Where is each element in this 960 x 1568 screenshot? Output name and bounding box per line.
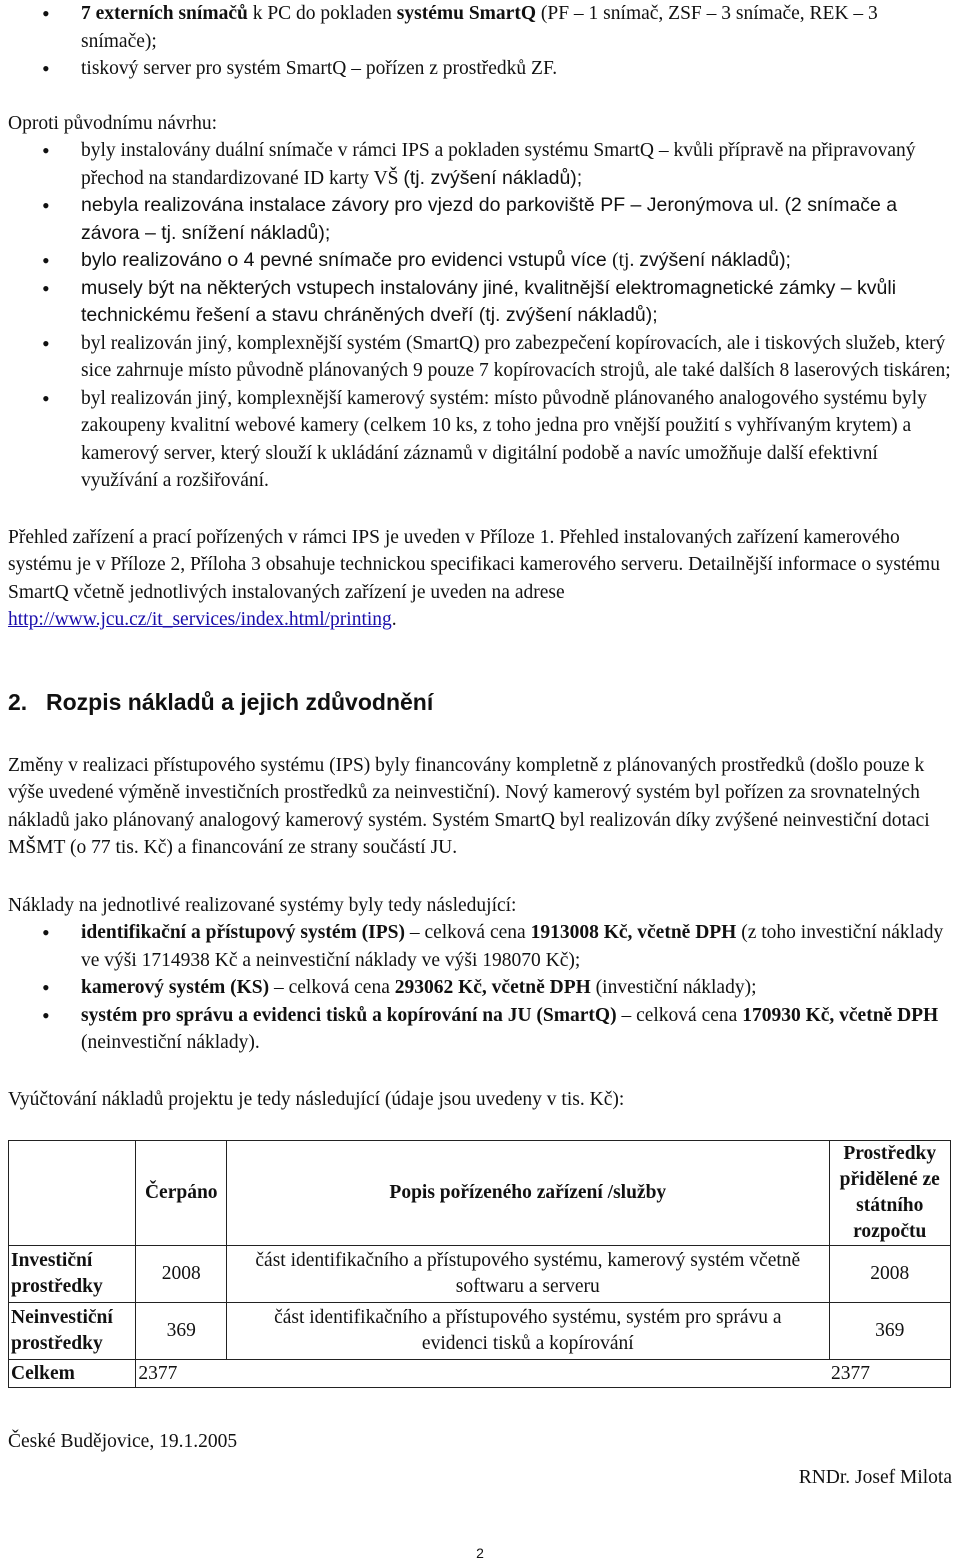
- list-item-text: (tj.: [612, 250, 640, 271]
- table-intro: Vyúčtování nákladů projektu je tedy následující (údaje jsou uvedeny v tis. Kč):: [8, 1088, 625, 1110]
- section-title: Rozpis nákladů a jejich zdůvodnění: [46, 688, 434, 715]
- row-label: Investiční prostředky: [9, 1246, 136, 1303]
- list-item-text: identifikační a přístupový systém (IPS): [81, 922, 405, 943]
- costs-intro: Náklady na jednotlivé realizované systémy byly tedy následující:: [8, 894, 517, 916]
- section-heading: [8, 687, 952, 717]
- row-spent: 2377: [136, 1360, 227, 1388]
- table-header-cell: Popis pořízeného zařízení /služby: [227, 1141, 829, 1246]
- page-number: 2: [476, 1545, 484, 1561]
- row-label: Neinvestiční prostředky: [9, 1303, 136, 1360]
- costs-table: [8, 1140, 951, 1388]
- row-description: [227, 1360, 829, 1388]
- table-row: [9, 1360, 951, 1388]
- list-item: [8, 275, 952, 330]
- list-item-text: tiskový server pro systém SmartQ – pořízen z prostředků ZF.: [81, 58, 558, 79]
- row-label: Celkem: [9, 1360, 136, 1388]
- list-item-text: zvýšení nákladů);: [639, 249, 791, 271]
- list-item-text: systému SmartQ: [396, 3, 536, 24]
- row-spent: 369: [136, 1303, 227, 1360]
- list-item: [8, 247, 952, 275]
- row-description: část identifikačního a přístupového systému, kamerový systém včetně softwaru a serveru: [227, 1246, 829, 1303]
- row-spent: 2008: [136, 1246, 227, 1303]
- list-item-text: bylo realizováno o 4 pevné snímače pro evidenci vstupů více: [81, 249, 613, 271]
- row-allocated: 369: [829, 1303, 951, 1360]
- list-item-text: 293062 Kč, včetně DPH: [394, 977, 591, 998]
- row-allocated: 2008: [829, 1246, 951, 1303]
- list-item-text: (z toho investiční náklady ve výši 1714938 Kč a neinvestiční náklady ve výši 198070 Kč);: [81, 922, 944, 971]
- changes-intro: Oproti původnímu návrhu:: [8, 112, 218, 134]
- list-item: [8, 192, 952, 247]
- document-page: [8, 0, 952, 1491]
- table-header-cell: [9, 1141, 136, 1246]
- section-number: 2.: [8, 688, 28, 715]
- table-row: [9, 1246, 951, 1303]
- list-item-text: byly instalovány duální snímače v rámci IPS a pokladen systému SmartQ – kvůli přípravě na připravovaný přechod na standardizované ID karty VŠ: [81, 140, 916, 189]
- list-item-text: – celková cena: [616, 1004, 743, 1026]
- list-item: [8, 330, 952, 385]
- list-item-text: (investiční náklady);: [590, 977, 757, 998]
- list-item-text: – celková cena: [269, 977, 395, 998]
- list-item: [8, 974, 952, 1002]
- changes-paragraph: Změny v realizaci přístupového systému (IPS) byly financovány kompletně z plánovaných prostředků (došlo pouze k výše uvedené výměně investičních prostředků za neinvestiční). Nový kamerový systém byl pořízen za srovnatelných nákladů jako plánovaný analogový kamerový systém. Systém SmartQ byl realizován díky zvýšené neinvestiční dotaci MŠMT (o 77 tis. Kč) a financování ze strany součástí JU.: [8, 754, 930, 858]
- costs-list: [8, 919, 952, 1057]
- list-item-text: systém pro správu a evidenci tisků a kopírování na JU (SmartQ): [81, 1004, 617, 1026]
- table-header-cell: Čerpáno: [136, 1141, 227, 1246]
- place-date: České Budějovice, 19.1.2005: [8, 1431, 238, 1452]
- list-item-text: k PC do pokladen: [247, 3, 397, 24]
- overview-text: Přehled zařízení a prací pořízených v rámci IPS je uveden v Příloze 1. Přehled instalovaných zařízení kamerového systému je v Příloze 2, Příloha 3 obsahuje technickou specifikaci kamerového serveru. Detailnější informace o systému SmartQ včetně jednotlivých instalovaných zařízení je uveden na adrese: [8, 526, 940, 603]
- list-item-text: – celková cena: [404, 922, 531, 943]
- overview-end: .: [391, 609, 397, 630]
- list-item: [8, 55, 952, 83]
- list-item-text: byl realizován jiný, komplexnější systém (SmartQ) pro zabezpečení kopírovacích, ale i tiskových služeb, který sice zahrnuje místo původně plánovaných 9 pouze 7 kopírovacích strojů, ale také dalších 8 laserových tiskáren;: [81, 332, 951, 381]
- row-description: část identifikačního a přístupového systému, systém pro správu a evidenci tisků a kopírování: [227, 1303, 829, 1360]
- list-item: [8, 919, 952, 974]
- list-item-text: byl realizován jiný, komplexnější kamerový systém: místo původně plánovaného analogového systému byly zakoupeny kvalitní webové kamery (celkem 10 ks, z toho jedna pro vnější použití s vyhřívaným krytem) a kamerový server, který slouží k ukládání záznamů v digitální podobě a navíc umožňuje další efektivní využívání a rozšiřování.: [81, 387, 927, 491]
- list-item-text: (tj. zvýšení nákladů);: [403, 166, 583, 189]
- list-item-text: 170930 Kč, včetně DPH: [742, 1004, 939, 1026]
- list-item-text: musely být na některých vstupech instalovány jiné, kvalitnější elektromagnetické zámky – kvůli technickému řešení a stavu chráněných dveří (tj. zvýšení nákladů);: [81, 276, 897, 326]
- table-row: [9, 1303, 951, 1360]
- row-allocated: 2377: [829, 1360, 951, 1388]
- signature: RNDr. Josef Milota: [798, 1466, 952, 1488]
- changes-list: [8, 137, 952, 495]
- printing-link[interactable]: http://www.jcu.cz/it_services/index.html/printing: [8, 609, 392, 630]
- table-header-cell: Prostředky přidělené ze státního rozpočtu: [829, 1141, 951, 1246]
- overview-paragraph: [8, 524, 952, 634]
- list-item-text: (PF – 1 snímač, ZSF – 3 snímače, REK – 3 snímače);: [81, 3, 878, 52]
- equipment-list: [8, 0, 952, 83]
- table-header-row: [9, 1141, 951, 1246]
- list-item-text: 7 externích snímačů: [81, 3, 248, 24]
- list-item: [8, 0, 952, 55]
- list-item: [8, 385, 952, 495]
- list-item-text: 1913008 Kč, včetně DPH: [530, 922, 737, 943]
- list-item: [8, 137, 952, 192]
- list-item-text: nebyla realizována instalace závory pro vjezd do parkoviště PF – Jeronýmova ul. (2 snímače a závora – tj. snížení nákladů);: [81, 194, 898, 244]
- list-item-text: (neinvestiční náklady).: [81, 1032, 260, 1053]
- list-item: [8, 1002, 952, 1057]
- list-item-text: kamerový systém (KS): [81, 977, 270, 998]
